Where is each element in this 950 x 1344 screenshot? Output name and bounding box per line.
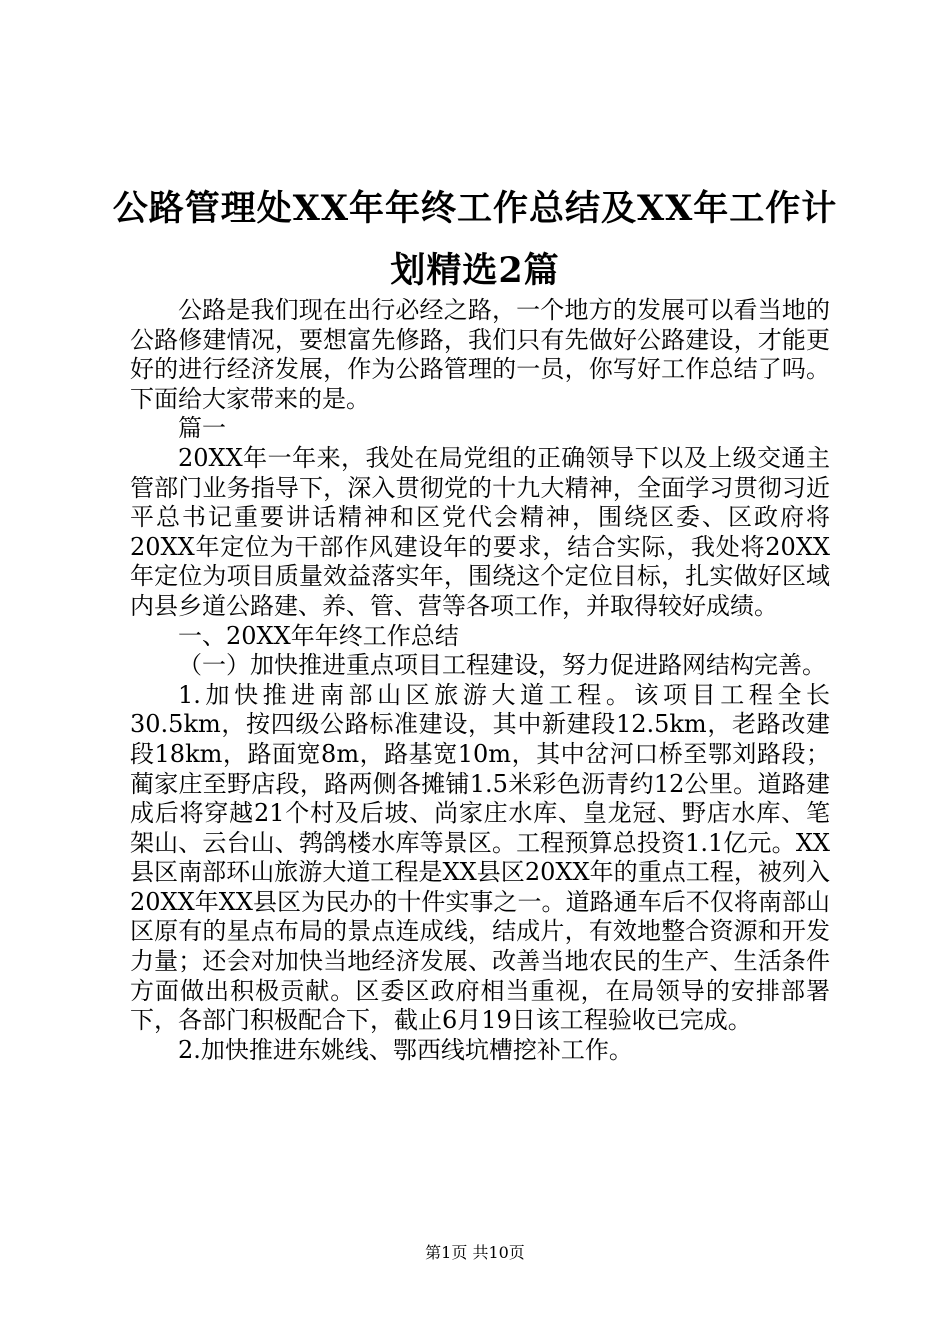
page-number-footer: 第1页 共10页 — [425, 1243, 525, 1262]
heading-subsection-1: （一）加快推进重点项目工程建设，努力促进路网结构完善。 — [178, 651, 826, 680]
paragraph-item-1: 1.加快推进南部山区旅游大道工程。该项目工程全长30.5km，按四级公路标准建设，其中新建段12.5km，老路改建段18km，路面宽8m，路基宽10m，其中岔河口桥至鄂刘路段；蔺家庄至野店段，路两侧各摊铺1.5米彩色沥青约12公里。道路建成后将穿越21个村及后坡、尚家庄水库、皇龙冠、野店水库、笔架山、云台山、鹁鸽楼水库等景区。工程预算总投资1.1亿元。XX县区南部环山旅游大道工程是XX县区20XX年的重点工程，被列入20XX年XX县区为民办的十件实事之一。道路通车后不仅将南部山区原有的星点布局的景点连成线，结成片，有效地整合资源和开发力量；还会对加快当地经济发展、改善当地农民的生产、生活条件方面做出积极贡献。区委区政府相当重视，在局领导的安排部署下，各部门积极配合下，截止6月19日该工程验收已完成。 — [130, 680, 830, 1035]
document-body — [130, 296, 830, 1065]
paragraph-section-label: 篇一 — [178, 414, 226, 443]
heading-summary: 一、20XX年年终工作总结 — [178, 621, 459, 650]
paragraph-item-2: 2.加快推进东姚线、鄂西线坑槽挖补工作。 — [178, 1035, 633, 1064]
paragraph-overview: 20XX年一年来，我处在局党组的正确领导下以及上级交通主管部门业务指导下，深入贯彻党的十九大精神，全面学习贯彻习近平总书记重要讲话精神和区党代会精神，围绕区委、区政府将20XX年定位为干部作风建设年的要求，结合实际，我处将20XX年定位为项目质量效益落实年，围绕这个定位目标，扎实做好区域内县乡道公路建、养、管、营等各项工作，并取得较好成绩。 — [130, 443, 830, 620]
paragraph-intro: 公路是我们现在出行必经之路，一个地方的发展可以看当地的公路修建情况，要想富先修路，我们只有先做好公路建设，才能更好的进行经济发展，作为公路管理的一员，你写好工作总结了吗。下面给大家带来的是。 — [130, 296, 830, 413]
document-title: 公路管理处XX年年终工作总结及XX年工作计划精选2篇 — [112, 188, 838, 291]
